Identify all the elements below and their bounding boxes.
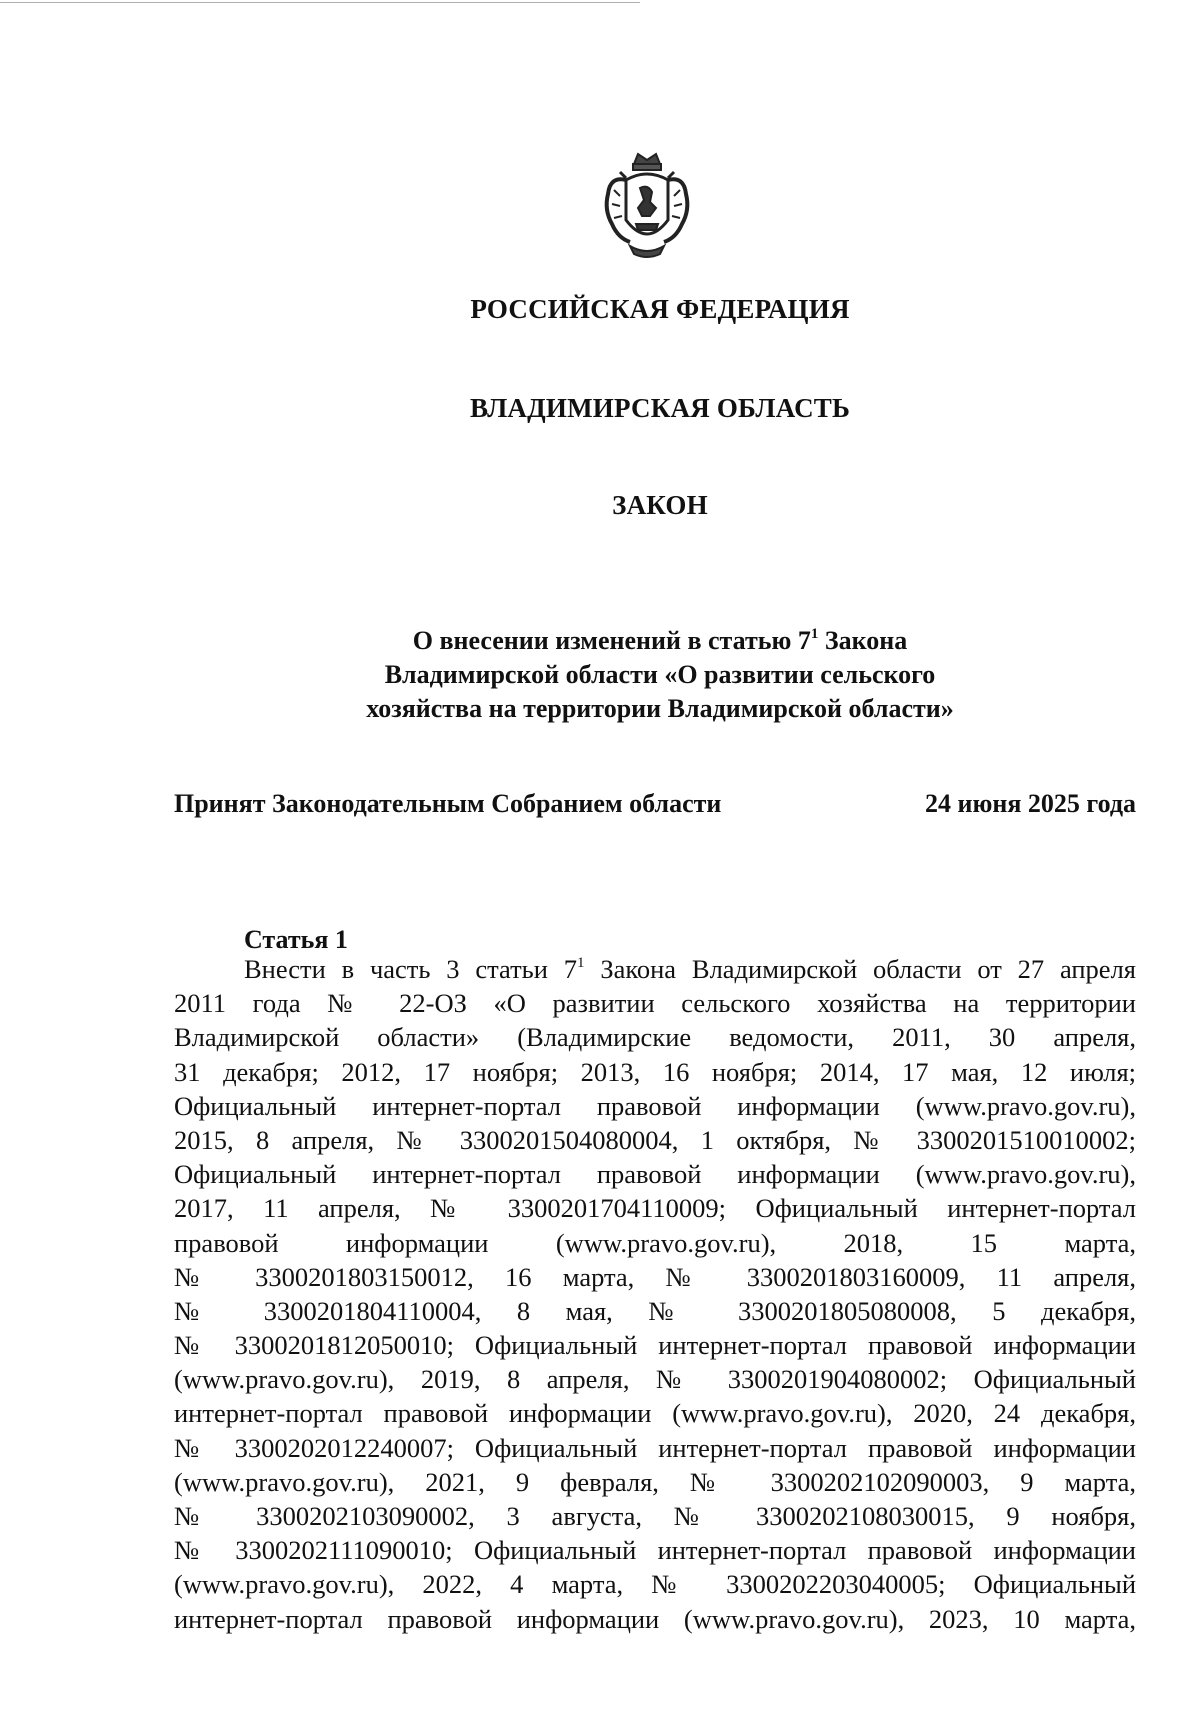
article-body-line: Официальный интернет-портал правовой информации (www.pravo.gov.ru), bbox=[174, 1159, 1136, 1190]
article-body-line: 2011 года № 22-ОЗ «О развитии сельского хозяйства на территории bbox=[174, 988, 1136, 1019]
adopted-by: Принят Законодательным Собранием области bbox=[174, 789, 722, 818]
article-body-line: (www.pravo.gov.ru), 2021, 9 февраля, № 3300202102090003, 9 марта, bbox=[174, 1466, 1136, 1497]
law-title-superscript: 1 bbox=[810, 626, 819, 642]
law-title-line-1 bbox=[0, 617, 1200, 658]
article-body-line: (www.pravo.gov.ru), 2022, 4 марта, № 3300202203040005; Официальный bbox=[174, 1569, 1136, 1600]
article-body-line: 2015, 8 апреля, № 3300201504080004, 1 октября, № 3300201510010002; bbox=[174, 1124, 1136, 1155]
article-body-line: № 3300202111090010; Официальный интернет-портал правовой информации bbox=[174, 1535, 1136, 1566]
article-body-line: № 3300201812050010; Официальный интернет-портал правовой информации bbox=[174, 1330, 1136, 1361]
law-title-line-3: хозяйства на территории Владимирской области» bbox=[366, 694, 954, 723]
article-text-start: Внести в часть 3 статьи 7 bbox=[244, 954, 577, 984]
article-body-line: Владимирской области» (Владимирские ведомости, 2011, 30 апреля, bbox=[174, 1022, 1136, 1053]
article-body-line bbox=[174, 952, 1136, 986]
article-text-cont: Закона Владимирской области от 27 апреля bbox=[584, 954, 1136, 984]
law-title-line-2: Владимирской области «О развитии сельского bbox=[384, 660, 936, 689]
article-body-line: № 3300201804110004, 8 мая, № 3300201805080008, 5 декабря, bbox=[174, 1295, 1136, 1326]
article-body-line: интернет-портал правовой информации (www.pravo.gov.ru), 2020, 24 декабря, bbox=[174, 1398, 1136, 1429]
law-title-line-1-text: О внесении изменений в статью 7 bbox=[412, 626, 811, 655]
article-body-line: Официальный интернет-портал правовой информации (www.pravo.gov.ru), bbox=[174, 1090, 1136, 1121]
article-superscript: 1 bbox=[577, 955, 585, 971]
region-heading: ВЛАДИМИРСКАЯ ОБЛАСТЬ bbox=[469, 393, 851, 423]
adoption-date: 24 июня 2025 года bbox=[925, 789, 1136, 818]
article-body-line: интернет-портал правовой информации (www.pravo.gov.ru), 2023, 10 марта, bbox=[174, 1603, 1136, 1634]
adoption-line bbox=[174, 789, 1136, 819]
country-heading: РОССИЙСКАЯ ФЕДЕРАЦИЯ bbox=[470, 294, 850, 324]
scan-top-rule bbox=[0, 2, 640, 3]
article-heading: Статья 1 bbox=[244, 925, 348, 954]
law-title-line-1-end: Закона bbox=[818, 626, 908, 655]
document-type-heading: ЗАКОН bbox=[612, 490, 708, 520]
article-body-line: правовой информации (www.pravo.gov.ru), 2018, 15 марта, bbox=[174, 1227, 1136, 1258]
coat-of-arms-icon bbox=[600, 150, 694, 266]
article-body-line: 2017, 11 апреля, № 3300201704110009; Официальный интернет-портал bbox=[174, 1193, 1136, 1224]
article-body bbox=[174, 952, 1136, 1636]
article-body-line: 31 декабря; 2012, 17 ноября; 2013, 16 ноября; 2014, 17 мая, 12 июля; bbox=[174, 1056, 1136, 1087]
article-body-line: № 3300202012240007; Официальный интернет-портал правовой информации bbox=[174, 1432, 1136, 1463]
article-body-line: № 3300202103090002, 3 августа, № 3300202108030015, 9 ноября, bbox=[174, 1501, 1136, 1531]
law-title bbox=[0, 617, 1200, 726]
article-body-line: № 3300201803150012, 16 марта, № 3300201803160009, 11 апреля, bbox=[174, 1261, 1136, 1292]
article-body-line: (www.pravo.gov.ru), 2019, 8 апреля, № 3300201904080002; Официальный bbox=[174, 1364, 1136, 1395]
